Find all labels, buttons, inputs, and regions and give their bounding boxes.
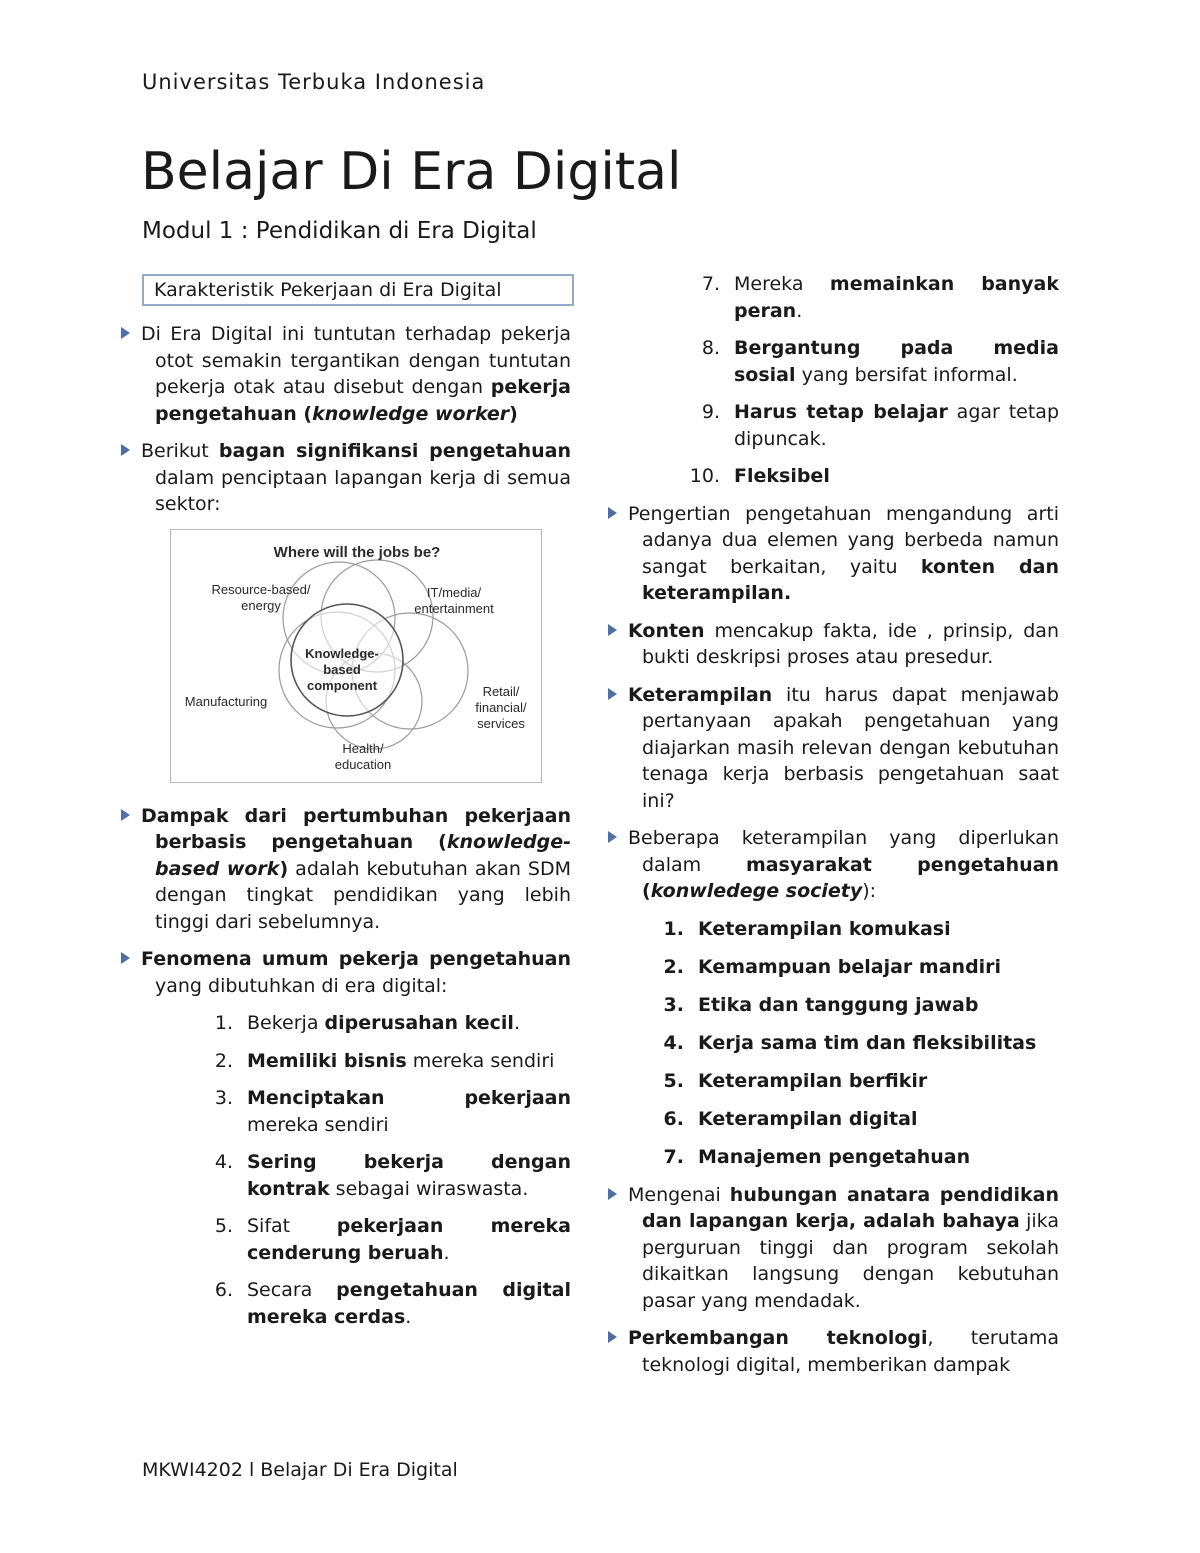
label-retail-1: Retail/	[482, 683, 520, 699]
list-text: Manajemen pengetahuan	[698, 1145, 971, 1168]
jobs-venn-figure	[170, 529, 542, 783]
list-text: .	[443, 1241, 450, 1264]
document-header: Universitas Terbuka Indonesia	[142, 70, 486, 94]
left-column	[119, 274, 571, 1341]
list-text: Keterampilan komukasi	[698, 917, 951, 940]
text-span: Berikut	[141, 440, 219, 462]
text-span: dalam penciptaan lapangan kerja di semua sektor:	[155, 466, 571, 515]
list-number: 3.	[214, 1087, 233, 1109]
text-span: itu harus dapat menjawab pertanyaan apakah pengetahuan yang diajarkan masih relevan dengan kebutuhan tenaga kerja berbasis pengetahuan saat ini?	[642, 683, 1059, 812]
label-health-2: education	[334, 756, 392, 772]
triangle-bullet-icon	[608, 831, 617, 843]
triangle-bullet-icon	[608, 507, 617, 519]
list-item	[606, 271, 1059, 324]
bullet-text	[141, 803, 571, 936]
list-text: Bekerja	[247, 1012, 325, 1034]
list-text-bold: Memiliki bisnis	[247, 1049, 407, 1072]
list-number: 4.	[214, 1151, 233, 1173]
bullet-item	[606, 1182, 1059, 1315]
list-item	[606, 399, 1059, 452]
list-text: Etika dan tanggung jawab	[698, 993, 979, 1016]
triangle-bullet-icon	[121, 444, 130, 456]
bold-span: Keterampilan	[628, 683, 773, 706]
text-span: , terutama teknologi digital, memberikan dampak	[642, 1327, 1059, 1376]
list-text: agar tetap dipuncak.	[734, 401, 1059, 450]
bold-span: Konten	[628, 619, 705, 642]
list-text: Kerja sama tim dan fleksibilitas	[698, 1031, 1037, 1054]
section-heading-box: Karakteristik Pekerjaan di Era Digital	[142, 274, 574, 306]
text-span: adalah kebutuhan akan SDM dengan tingkat pendidikan yang lebih tinggi dari sebelumnya.	[155, 857, 572, 933]
label-it-2: entertainment	[414, 600, 494, 616]
bold-span: Dampak dari pertumbuhan pekerjaan berbasis pengetahuan (	[141, 804, 571, 853]
bold-span: )	[279, 857, 289, 880]
bullet-text	[628, 1182, 1059, 1315]
bullet-item	[606, 682, 1059, 815]
triangle-bullet-icon	[121, 327, 130, 339]
bullet-text	[628, 682, 1059, 815]
list-text-bold: pekerjaan mereka cenderung beruah	[247, 1215, 571, 1264]
triangle-bullet-icon	[121, 952, 130, 964]
list-item	[119, 1010, 571, 1037]
text-span: Pengertian pengetahuan mengandung arti adanya dua elemen yang berbeda namun sangat berkaitan, yaitu	[628, 502, 1059, 578]
label-manufacturing: Manufacturing	[184, 693, 268, 709]
page-footer: MKWI4202 l Belajar Di Era Digital	[142, 1459, 458, 1481]
list-text-bold: Harus tetap belajar	[734, 401, 948, 423]
list-text-bold: Fleksibel	[734, 465, 830, 487]
list-number: 7.	[663, 1145, 684, 1168]
bullet-item	[606, 1325, 1059, 1378]
list-number: 8.	[701, 337, 720, 359]
list-number: 5.	[214, 1215, 233, 1237]
list-text: .	[513, 1012, 520, 1034]
list-text: .	[405, 1305, 412, 1328]
figure-title: Where will the jobs be?	[273, 543, 441, 561]
list-text: Kemampuan belajar mandiri	[698, 955, 1002, 978]
bold-span: masyarakat pengetahuan (	[642, 853, 1059, 902]
bullet-text	[628, 618, 1059, 671]
list-text-bold: diperusahan kecil	[324, 1012, 514, 1034]
list-item	[606, 954, 1059, 981]
text-span: mencakup fakta, ide , prinsip, dan bukti deskripsi proses atau presedur.	[642, 619, 1059, 668]
list-item	[606, 916, 1059, 943]
list-item	[606, 1106, 1059, 1133]
bold-span: konten dan keterampilan.	[642, 555, 1060, 604]
list-text: Keterampilan digital	[698, 1107, 918, 1130]
list-number: 7.	[701, 273, 720, 295]
list-item	[119, 1085, 571, 1138]
list-item	[119, 1048, 571, 1075]
bullet-text	[141, 438, 571, 518]
label-health-1: Health/	[342, 740, 384, 756]
list-text-bold: Sering bekerja dengan kontrak	[247, 1151, 571, 1200]
list-text: Secara	[247, 1279, 337, 1301]
italic-span: knowledge worker	[312, 402, 510, 425]
text-span: yang dibutuhkan di era digital:	[155, 974, 448, 997]
bullet-item	[119, 946, 571, 999]
bullet-item	[119, 803, 571, 936]
bullet-text	[628, 825, 1059, 905]
list-number: 2.	[663, 955, 684, 978]
text-span: jika perguruan tinggi dan program sekolah dikaitkan langsung dengan kebutuhan pasar yang mendadak.	[642, 1210, 1059, 1312]
label-resource-2: energy	[241, 597, 281, 613]
list-item	[606, 1144, 1059, 1171]
list-text: sebagai wiraswasta.	[329, 1177, 529, 1200]
skills-list	[606, 916, 1059, 1171]
triangle-bullet-icon	[608, 688, 617, 700]
list-text: .	[796, 299, 803, 322]
bold-span: hubungan anatara pendidikan dan lapangan kerja, adalah bahaya	[642, 1183, 1059, 1232]
list-text: yang bersifat informal.	[795, 363, 1018, 386]
list-number: 5.	[663, 1069, 684, 1092]
label-knowledge-2: based	[323, 661, 361, 677]
italic-span: konwledege society	[650, 880, 863, 902]
bullet-text	[628, 1325, 1059, 1378]
text-span: ):	[862, 880, 877, 902]
list-text: mereka sendiri	[247, 1113, 389, 1136]
label-resource-1: Resource-based/	[211, 581, 311, 597]
list-number: 2.	[214, 1049, 233, 1072]
page-title: Belajar Di Era Digital	[141, 142, 682, 202]
bullet-text	[628, 501, 1059, 607]
phenomena-list-continued	[606, 271, 1059, 490]
bold-span: bagan signifikansi pengetahuan	[218, 440, 571, 462]
list-text: mereka sendiri	[406, 1049, 555, 1072]
bullet-item	[119, 321, 571, 427]
bold-span: Perkembangan teknologi	[628, 1327, 928, 1349]
list-text-bold: pengetahuan digital mereka cerdas	[247, 1279, 571, 1328]
text-span: Beberapa keterampilan yang diperlukan dalam	[628, 827, 1059, 876]
bold-span: Fenomena umum pekerja pengetahuan	[141, 948, 571, 970]
text-span: Mengenai	[628, 1183, 730, 1206]
list-number: 6.	[663, 1107, 684, 1130]
italic-span: knowledge-based work	[155, 831, 571, 880]
list-number: 1.	[663, 917, 684, 940]
list-item	[119, 1149, 571, 1202]
list-number: 10.	[689, 465, 720, 487]
triangle-bullet-icon	[121, 809, 130, 821]
label-it-1: IT/media/	[426, 584, 482, 600]
list-item	[606, 463, 1059, 490]
bullet-item	[119, 438, 571, 518]
list-item	[606, 1030, 1059, 1057]
bullet-item	[606, 825, 1059, 905]
module-subtitle: Modul 1 : Pendidikan di Era Digital	[142, 218, 537, 244]
bullet-text	[141, 946, 571, 999]
triangle-bullet-icon	[608, 1331, 617, 1343]
list-number: 6.	[214, 1279, 233, 1301]
list-item	[606, 992, 1059, 1019]
list-item	[119, 1213, 571, 1266]
list-number: 9.	[701, 401, 720, 423]
triangle-bullet-icon	[608, 1188, 617, 1200]
right-column	[606, 271, 1059, 1389]
list-text-bold: Bergantung pada media sosial	[734, 337, 1059, 386]
list-item	[606, 1068, 1059, 1095]
list-number: 3.	[663, 993, 684, 1016]
bullet-text	[141, 321, 571, 427]
label-knowledge-3: component	[306, 677, 378, 693]
phenomena-list	[119, 1010, 571, 1330]
bullet-item	[606, 618, 1059, 671]
list-text: Sifat	[247, 1215, 337, 1237]
list-item	[119, 1277, 571, 1330]
bullet-item	[606, 501, 1059, 607]
list-text: Mereka	[734, 273, 830, 295]
list-text-bold: Menciptakan pekerjaan	[247, 1087, 571, 1109]
list-item	[606, 335, 1059, 388]
label-retail-2: financial/	[475, 699, 527, 715]
label-knowledge-1: Knowledge-	[305, 645, 379, 661]
label-retail-3: services	[477, 715, 525, 731]
list-number: 4.	[663, 1031, 684, 1054]
venn-diagram	[171, 530, 541, 782]
list-text-bold: memainkan banyak peran	[734, 273, 1059, 322]
bold-span: pekerja pengetahuan (	[155, 376, 571, 425]
list-number: 1.	[214, 1012, 233, 1034]
triangle-bullet-icon	[608, 624, 617, 636]
list-text: Keterampilan berfikir	[698, 1069, 928, 1092]
bold-span: )	[509, 402, 518, 425]
text-span: Di Era Digital ini tuntutan terhadap pekerja otot semakin tergantikan dengan tuntutan pekerja otak atau disebut dengan	[141, 323, 571, 398]
